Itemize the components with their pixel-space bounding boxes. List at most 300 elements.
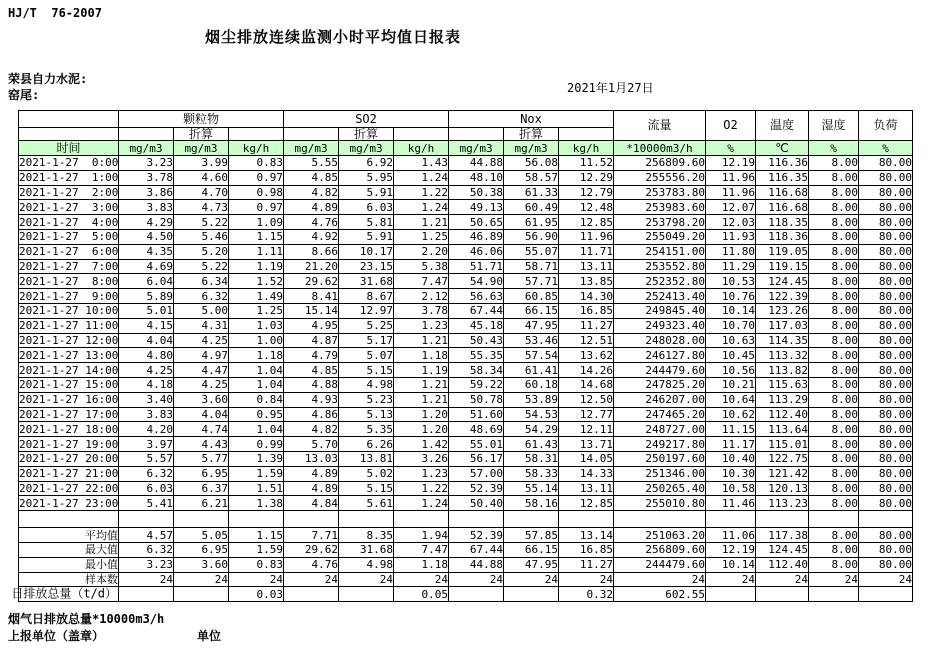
table-cell: 58.34 xyxy=(449,363,504,378)
table-cell: 11.27 xyxy=(559,557,614,572)
table-cell: 1.59 xyxy=(229,466,284,481)
summary-rows xyxy=(11,528,913,602)
table-cell: 8.00 xyxy=(809,392,859,407)
table-cell: 8.67 xyxy=(339,289,394,304)
table-cell: 23.15 xyxy=(339,259,394,274)
table-cell: 56.63 xyxy=(449,289,504,304)
table-cell: 58.57 xyxy=(504,170,559,185)
table-cell: 1.04 xyxy=(229,363,284,378)
table-cell: 12.19 xyxy=(706,542,756,557)
table-cell: 5.61 xyxy=(339,496,394,511)
table-cell: 50.38 xyxy=(449,185,504,200)
empty-cell xyxy=(174,511,229,528)
table-row xyxy=(19,229,913,244)
unit-cell: kg/h xyxy=(394,141,449,156)
table-cell: 8.00 xyxy=(809,289,859,304)
summary-label: 最小值 xyxy=(19,557,119,572)
table-cell: 4.98 xyxy=(339,557,394,572)
time-cell: 2021-1-27 15:00 xyxy=(19,378,119,392)
table-cell: 8.00 xyxy=(809,303,859,318)
table-cell: 4.74 xyxy=(174,422,229,437)
table-cell: 4.98 xyxy=(339,377,394,392)
table-cell: 46.89 xyxy=(449,229,504,244)
table-cell: 1.20 xyxy=(394,422,449,437)
table-cell: 24 xyxy=(229,572,284,587)
table-cell xyxy=(756,587,809,602)
unit-cell: kg/h xyxy=(559,141,614,156)
empty-cell xyxy=(339,511,394,528)
table-cell: 3.23 xyxy=(119,156,174,171)
table-cell: 3.60 xyxy=(174,557,229,572)
table-cell: 4.31 xyxy=(174,318,229,333)
unit-cell: mg/m3 xyxy=(174,141,229,156)
table-cell: 3.97 xyxy=(119,437,174,452)
time-cell: 2021-1-27 16:00 xyxy=(19,393,119,407)
table-cell: 8.00 xyxy=(809,481,859,496)
table-row xyxy=(19,289,913,304)
table-cell: 1.25 xyxy=(229,303,284,318)
table-cell: 55.07 xyxy=(504,244,559,259)
table-cell: 13.71 xyxy=(559,437,614,452)
time-cell: 2021-1-27 0:00 xyxy=(19,156,119,170)
table-cell: 0.05 xyxy=(394,587,449,602)
flue-total-note: 烟气日排放总量*10000m3/h xyxy=(8,612,165,626)
table-cell: 80.00 xyxy=(859,363,913,378)
table-cell: 11.80 xyxy=(706,244,756,259)
table-cell: 10.62 xyxy=(706,407,756,422)
col-header-temp: 温度 xyxy=(756,111,809,141)
empty-cell xyxy=(809,511,859,528)
table-cell: 24 xyxy=(394,572,449,587)
table-cell: 4.89 xyxy=(284,481,339,496)
table-cell: 120.13 xyxy=(756,481,809,496)
table-cell: 250265.40 xyxy=(614,481,706,496)
table-cell: 44.88 xyxy=(449,557,504,572)
page-title: 烟尘排放连续监测小时平均值日报表 xyxy=(205,28,462,46)
time-cell: 2021-1-27 1:00 xyxy=(19,171,119,185)
table-cell: 249845.40 xyxy=(614,303,706,318)
table-cell: 248028.00 xyxy=(614,333,706,348)
table-cell: 80.00 xyxy=(859,318,913,333)
table-cell: 1.52 xyxy=(229,274,284,289)
table-cell: 60.18 xyxy=(504,377,559,392)
table-cell: 1.43 xyxy=(394,156,449,171)
table-cell: 5.91 xyxy=(339,229,394,244)
table-cell: 14.68 xyxy=(559,377,614,392)
table-cell: 13.85 xyxy=(559,274,614,289)
table-cell: 80.00 xyxy=(859,481,913,496)
empty-cell xyxy=(614,511,706,528)
table-cell: 10.30 xyxy=(706,466,756,481)
time-cell: 2021-1-27 5:00 xyxy=(19,230,119,244)
table-cell: 0.83 xyxy=(229,156,284,171)
table-cell: 24 xyxy=(174,572,229,587)
table-cell: 13.62 xyxy=(559,348,614,363)
table-cell: 4.87 xyxy=(284,333,339,348)
empty-cell xyxy=(449,511,504,528)
unit-cell: mg/m3 xyxy=(284,141,339,156)
table-cell: 12.85 xyxy=(559,496,614,511)
unit-cell: % xyxy=(809,141,859,156)
table-cell: 10.70 xyxy=(706,318,756,333)
table-cell: 117.03 xyxy=(756,318,809,333)
table-cell: 80.00 xyxy=(859,185,913,200)
summary-row xyxy=(19,557,913,572)
table-row xyxy=(19,200,913,215)
table-cell xyxy=(284,587,339,602)
table-cell: 11.15 xyxy=(706,422,756,437)
table-cell: 21.20 xyxy=(284,259,339,274)
table-cell: 6.34 xyxy=(174,274,229,289)
report-date: 2021年1月27日 xyxy=(567,81,654,95)
summary-label: 平均值 xyxy=(19,528,119,543)
table-cell: 0.84 xyxy=(229,392,284,407)
table-cell: 60.49 xyxy=(504,200,559,215)
table-cell: 251063.20 xyxy=(614,528,706,543)
table-cell: 3.86 xyxy=(119,185,174,200)
table-cell: 3.83 xyxy=(119,407,174,422)
standard-code: HJ/T 76-2007 xyxy=(8,6,102,20)
table-cell: 4.35 xyxy=(119,244,174,259)
table-cell: 3.78 xyxy=(119,170,174,185)
table-cell: 51.60 xyxy=(449,407,504,422)
table-cell: 4.76 xyxy=(284,215,339,230)
table-cell: 4.82 xyxy=(284,422,339,437)
table-cell: 58.16 xyxy=(504,496,559,511)
table-cell: 1.49 xyxy=(229,289,284,304)
time-cell: 2021-1-27 23:00 xyxy=(19,496,119,510)
table-cell: 15.14 xyxy=(284,303,339,318)
table-cell: 80.00 xyxy=(859,422,913,437)
table-cell: 5.38 xyxy=(394,259,449,274)
table-cell: 4.20 xyxy=(119,422,174,437)
table-row xyxy=(19,466,913,481)
table-row xyxy=(19,274,913,289)
unit-cell: kg/h xyxy=(229,141,284,156)
table-cell: 10.45 xyxy=(706,348,756,363)
time-header: 时间 xyxy=(19,141,119,156)
table-cell: 80.00 xyxy=(859,392,913,407)
table-cell: 3.60 xyxy=(174,392,229,407)
empty-cell xyxy=(504,511,559,528)
table-cell: 8.41 xyxy=(284,289,339,304)
table-cell: 118.36 xyxy=(756,229,809,244)
table-cell: 4.73 xyxy=(174,200,229,215)
table-cell: 252352.80 xyxy=(614,274,706,289)
table-cell: 5.81 xyxy=(339,215,394,230)
data-rows xyxy=(19,156,913,511)
table-cell: 29.62 xyxy=(284,274,339,289)
table-cell: 1.19 xyxy=(229,259,284,274)
time-cell: 2021-1-27 13:00 xyxy=(19,348,119,362)
table-cell: 8.00 xyxy=(809,200,859,215)
table-cell: 80.00 xyxy=(859,407,913,422)
table-cell: 57.85 xyxy=(504,528,559,543)
table-cell: 116.35 xyxy=(756,170,809,185)
table-cell: 80.00 xyxy=(859,333,913,348)
table-cell: 80.00 xyxy=(859,244,913,259)
table-row xyxy=(19,377,913,392)
time-cell: 2021-1-27 11:00 xyxy=(19,319,119,333)
table-cell: 1.24 xyxy=(394,170,449,185)
table-cell: 80.00 xyxy=(859,200,913,215)
summary-label: 最大值 xyxy=(19,542,119,557)
table-cell: 1.39 xyxy=(229,451,284,466)
table-cell xyxy=(339,587,394,602)
table-cell: 249217.80 xyxy=(614,437,706,452)
table-cell: 116.36 xyxy=(756,156,809,171)
table-cell: 4.25 xyxy=(119,363,174,378)
table-cell: 50.43 xyxy=(449,333,504,348)
table-cell: 5.13 xyxy=(339,407,394,422)
table-cell: 8.00 xyxy=(809,422,859,437)
table-cell: 66.15 xyxy=(504,303,559,318)
table-cell: 7.47 xyxy=(394,274,449,289)
table-cell: 2.20 xyxy=(394,244,449,259)
table-cell: 24 xyxy=(809,572,859,587)
table-cell: 4.04 xyxy=(174,407,229,422)
table-cell: 8.00 xyxy=(809,407,859,422)
table-cell: 47.95 xyxy=(504,557,559,572)
table-cell: 8.00 xyxy=(809,333,859,348)
table-cell: 24 xyxy=(504,572,559,587)
empty-cell xyxy=(449,128,504,141)
table-cell: 8.00 xyxy=(809,259,859,274)
table-cell: 252413.40 xyxy=(614,289,706,304)
table-cell: 10.14 xyxy=(706,557,756,572)
table-cell: 1.24 xyxy=(394,200,449,215)
time-cell: 2021-1-27 7:00 xyxy=(19,259,119,273)
table-cell: 12.77 xyxy=(559,407,614,422)
table-cell: 1.15 xyxy=(229,229,284,244)
table-cell: 11.06 xyxy=(706,528,756,543)
table-cell xyxy=(449,587,504,602)
table-cell: 5.89 xyxy=(119,289,174,304)
table-cell: 80.00 xyxy=(859,259,913,274)
time-cell: 2021-1-27 19:00 xyxy=(19,437,119,451)
time-cell: 2021-1-27 2:00 xyxy=(19,185,119,199)
table-row xyxy=(19,303,913,318)
empty-cell xyxy=(229,128,284,141)
table-cell: 4.57 xyxy=(119,528,174,543)
table-cell: 3.99 xyxy=(174,156,229,171)
table-cell: 1.18 xyxy=(394,557,449,572)
table-cell: 50.65 xyxy=(449,215,504,230)
table-cell: 253783.80 xyxy=(614,185,706,200)
table-cell: 11.52 xyxy=(559,156,614,171)
table-cell: 122.75 xyxy=(756,451,809,466)
table-cell: 253798.20 xyxy=(614,215,706,230)
table-cell: 8.00 xyxy=(809,451,859,466)
sub-header-converted-pm: 折算 xyxy=(174,128,229,141)
table-cell: 5.25 xyxy=(339,318,394,333)
table-cell: 0.97 xyxy=(229,170,284,185)
table-cell: 80.00 xyxy=(859,156,913,171)
table-cell: 80.00 xyxy=(859,437,913,452)
table-cell: 255556.20 xyxy=(614,170,706,185)
empty-cell xyxy=(229,511,284,528)
table-cell: 52.39 xyxy=(449,481,504,496)
table-cell: 14.33 xyxy=(559,466,614,481)
table-cell: 256809.60 xyxy=(614,156,706,171)
table-cell: 80.00 xyxy=(859,274,913,289)
table-cell: 5.00 xyxy=(174,303,229,318)
table-cell: 0.83 xyxy=(229,557,284,572)
table-cell: 60.85 xyxy=(504,289,559,304)
report-unit-label: 上报单位（盖章） xyxy=(8,629,105,643)
table-cell: 6.32 xyxy=(119,542,174,557)
table-cell: 4.84 xyxy=(284,496,339,511)
table-cell: 13.03 xyxy=(284,451,339,466)
table-cell xyxy=(706,587,756,602)
table-cell: 8.00 xyxy=(809,229,859,244)
table-row xyxy=(19,185,913,200)
table-cell: 5.23 xyxy=(339,392,394,407)
table-cell: 80.00 xyxy=(859,348,913,363)
table-cell: 14.05 xyxy=(559,451,614,466)
table-cell xyxy=(859,587,913,602)
table-cell: 11.17 xyxy=(706,437,756,452)
table-cell: 57.71 xyxy=(504,274,559,289)
table-cell: 1.21 xyxy=(394,377,449,392)
table-cell: 5.91 xyxy=(339,185,394,200)
table-row xyxy=(19,422,913,437)
table-cell: 116.68 xyxy=(756,185,809,200)
unit-label: 单位 xyxy=(197,629,222,643)
table-cell: 80.00 xyxy=(859,466,913,481)
table-cell: 247825.20 xyxy=(614,377,706,392)
table-cell: 124.45 xyxy=(756,542,809,557)
table-cell: 6.92 xyxy=(339,156,394,171)
table-cell: 56.17 xyxy=(449,451,504,466)
table-cell: 16.85 xyxy=(559,303,614,318)
table-cell: 45.18 xyxy=(449,318,504,333)
summary-label xyxy=(11,586,119,602)
table-cell: 80.00 xyxy=(859,528,913,543)
monitor-table xyxy=(11,110,913,602)
table-cell: 4.25 xyxy=(174,377,229,392)
table-cell: 4.18 xyxy=(119,377,174,392)
table-cell: 8.00 xyxy=(809,528,859,543)
table-cell: 255049.20 xyxy=(614,229,706,244)
table-cell: 113.64 xyxy=(756,422,809,437)
table-cell: 11.46 xyxy=(706,496,756,511)
table-cell: 49.13 xyxy=(449,200,504,215)
table-cell: 4.69 xyxy=(119,259,174,274)
empty-cell xyxy=(559,128,614,141)
table-cell: 4.25 xyxy=(174,333,229,348)
table-row xyxy=(19,481,913,496)
table-cell: 1.21 xyxy=(394,392,449,407)
unit-cell: ℃ xyxy=(756,141,809,156)
table-cell: 55.01 xyxy=(449,437,504,452)
table-cell: 5.77 xyxy=(174,451,229,466)
table-cell: 80.00 xyxy=(859,289,913,304)
table-cell: 80.00 xyxy=(859,215,913,230)
table-cell: 8.00 xyxy=(809,156,859,171)
table-cell: 8.00 xyxy=(809,466,859,481)
time-cell: 2021-1-27 14:00 xyxy=(19,363,119,377)
table-cell: 117.38 xyxy=(756,528,809,543)
table-cell: 5.07 xyxy=(339,348,394,363)
table-cell: 1.18 xyxy=(394,348,449,363)
spacer-rows xyxy=(19,511,913,528)
table-cell: 13.14 xyxy=(559,528,614,543)
table-cell: 61.95 xyxy=(504,215,559,230)
table-cell: 1.38 xyxy=(229,496,284,511)
table-cell: 55.14 xyxy=(504,481,559,496)
table-cell: 5.70 xyxy=(284,437,339,452)
table-cell: 5.02 xyxy=(339,466,394,481)
summary-row xyxy=(19,542,913,557)
table-cell: 4.95 xyxy=(284,318,339,333)
table-cell: 3.40 xyxy=(119,392,174,407)
table-cell: 4.15 xyxy=(119,318,174,333)
table-cell: 0.95 xyxy=(229,407,284,422)
table-cell: 59.22 xyxy=(449,377,504,392)
col-header-o2: O2 xyxy=(706,111,756,141)
table-cell: 47.95 xyxy=(504,318,559,333)
table-cell: 57.54 xyxy=(504,348,559,363)
table-cell: 11.96 xyxy=(706,185,756,200)
table-cell: 4.79 xyxy=(284,348,339,363)
table-cell: 80.00 xyxy=(859,170,913,185)
table-cell: 5.55 xyxy=(284,156,339,171)
table-cell: 13.81 xyxy=(339,451,394,466)
unit-cell: mg/m3 xyxy=(339,141,394,156)
unit-cell: mg/m3 xyxy=(119,141,174,156)
company-name: 荣县自力水泥: xyxy=(8,72,88,86)
table-cell: 118.35 xyxy=(756,215,809,230)
table-cell: 8.00 xyxy=(809,437,859,452)
table-cell: 1.15 xyxy=(229,528,284,543)
table-cell: 4.85 xyxy=(284,363,339,378)
table-cell: 122.39 xyxy=(756,289,809,304)
table-cell: 58.31 xyxy=(504,451,559,466)
table-cell: 53.89 xyxy=(504,392,559,407)
table-cell: 1.42 xyxy=(394,437,449,452)
table-cell: 6.21 xyxy=(174,496,229,511)
table-cell: 5.22 xyxy=(174,259,229,274)
summary-label: 样本数 xyxy=(19,572,119,587)
table-cell: 57.00 xyxy=(449,466,504,481)
table-cell: 4.97 xyxy=(174,348,229,363)
table-row xyxy=(19,215,913,230)
table-cell: 6.37 xyxy=(174,481,229,496)
unit-cell: mg/m3 xyxy=(504,141,559,156)
table-cell: 51.71 xyxy=(449,259,504,274)
table-row xyxy=(19,244,913,259)
table-cell: 11.96 xyxy=(559,229,614,244)
table-cell: 24 xyxy=(859,572,913,587)
table-cell: 4.70 xyxy=(174,185,229,200)
table-cell: 10.64 xyxy=(706,392,756,407)
table-cell: 119.05 xyxy=(756,244,809,259)
table-cell: 5.22 xyxy=(174,215,229,230)
table-cell: 24 xyxy=(119,572,174,587)
table-cell: 24 xyxy=(284,572,339,587)
table-cell: 4.89 xyxy=(284,200,339,215)
time-cell: 2021-1-27 12:00 xyxy=(19,333,119,347)
table-cell: 48.10 xyxy=(449,170,504,185)
table-cell: 80.00 xyxy=(859,496,913,511)
table-row xyxy=(19,363,913,378)
empty-cell xyxy=(119,511,174,528)
table-cell: 11.27 xyxy=(559,318,614,333)
table-cell: 248727.00 xyxy=(614,422,706,437)
table-cell: 5.15 xyxy=(339,363,394,378)
table-cell: 56.90 xyxy=(504,229,559,244)
